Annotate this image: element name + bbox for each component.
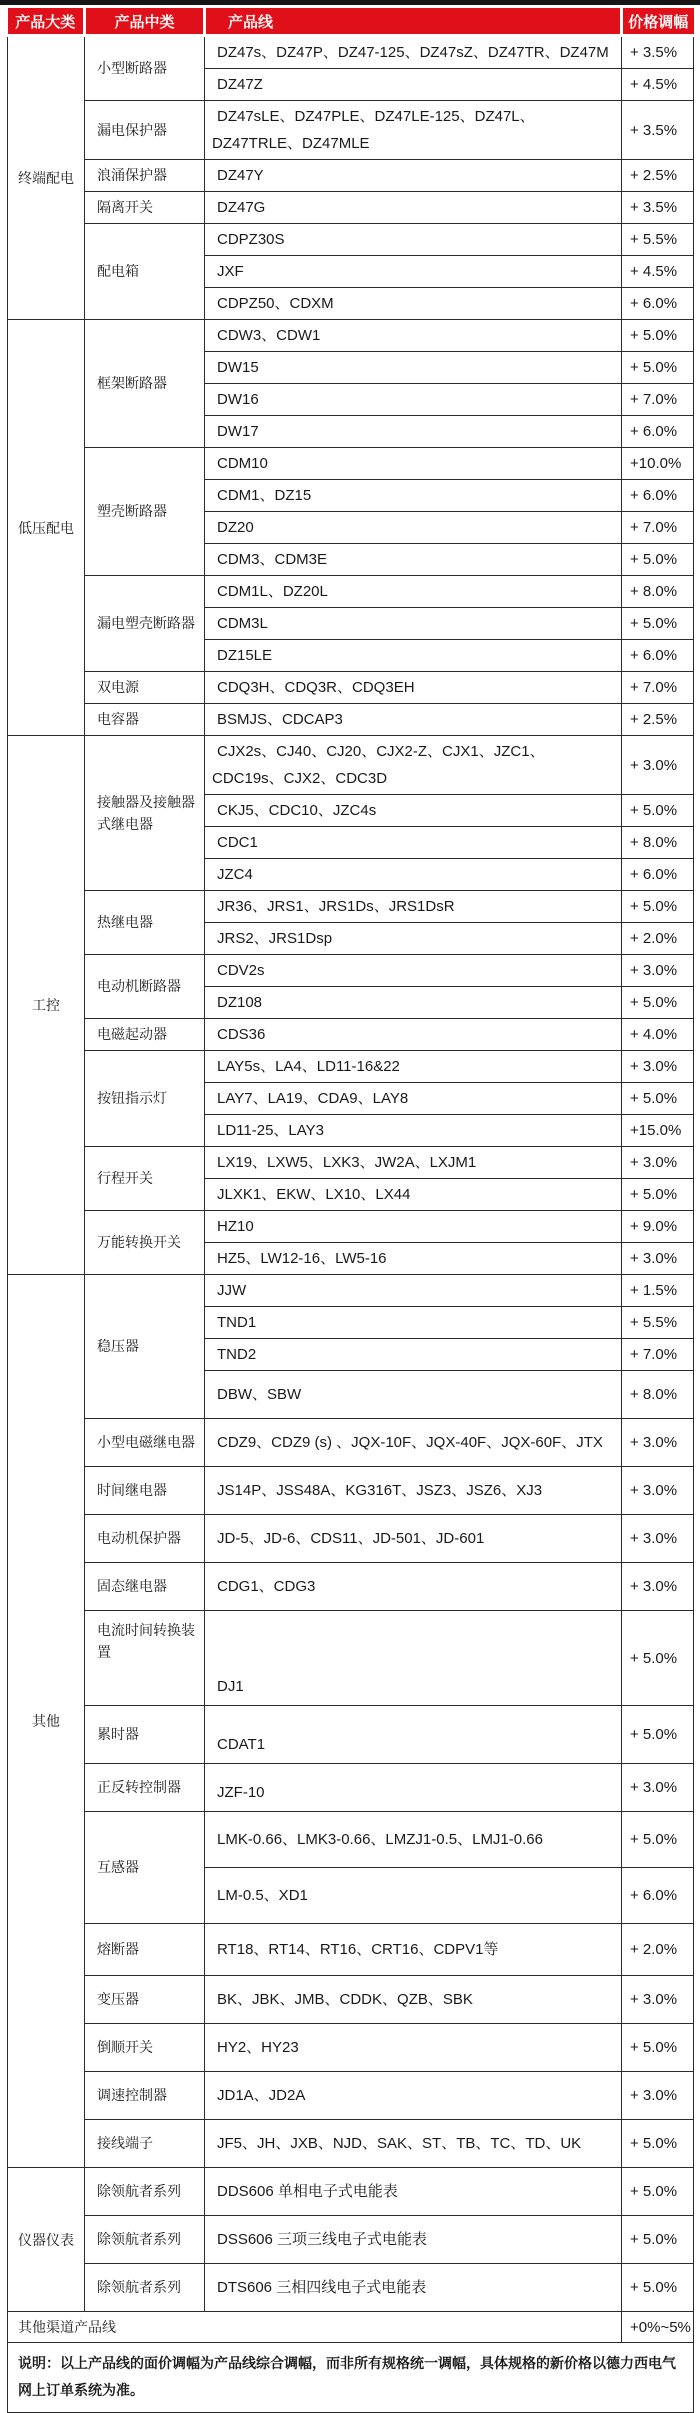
product-line-cell: HZ10: [205, 1211, 622, 1243]
adjustment-cell: + 5.0%: [622, 2216, 694, 2264]
product-line-cell: CDG1、CDG3: [205, 1563, 622, 1611]
adjustment-cell: + 2.5%: [622, 160, 694, 192]
mid-category-cell: 浪涌保护器: [85, 160, 205, 192]
header-row: [8, 8, 694, 36]
product-line-cell: BSMJS、CDCAP3: [205, 704, 622, 736]
product-line-cell: CDZ9、CDZ9 (s) 、JQX-10F、JQX-40F、JQX-60F、JTX: [205, 1419, 622, 1467]
category-cell: 低压配电: [8, 320, 85, 736]
category-cell: 仪器仪表: [8, 2168, 85, 2312]
mid-category-cell: 熔断器: [85, 1924, 205, 1976]
product-line-cell: DZ47Z: [205, 69, 622, 101]
adjustment-cell: + 3.0%: [622, 1051, 694, 1083]
product-line-cell: CDC1: [205, 827, 622, 859]
table-row: [8, 1924, 694, 1976]
product-line-cell: DZ15LE: [205, 640, 622, 672]
mid-category-cell: 正反转控制器: [85, 1764, 205, 1812]
table-row: [8, 1976, 694, 2024]
adjustment-cell: + 3.0%: [622, 1563, 694, 1611]
product-line-cell: JS14P、JSS48A、KG316T、JSZ3、JSZ6、XJ3: [205, 1467, 622, 1515]
adjustment-cell: + 6.0%: [622, 416, 694, 448]
adjustment-cell: +10.0%: [622, 448, 694, 480]
adjustment-cell: + 8.0%: [622, 576, 694, 608]
mid-category-cell: 万能转换开关: [85, 1211, 205, 1275]
adjustment-cell: + 3.0%: [622, 1515, 694, 1563]
adjustment-cell: + 5.0%: [622, 2168, 694, 2216]
product-line-cell: JXF: [205, 256, 622, 288]
adjustment-cell: + 3.0%: [622, 1147, 694, 1179]
mid-category-cell: 按钮指示灯: [85, 1051, 205, 1147]
table-row: [8, 955, 694, 987]
table-row: [8, 101, 694, 160]
adjustment-cell: + 5.0%: [622, 544, 694, 576]
table-row: [8, 2216, 694, 2264]
product-line-cell: CDS36: [205, 1019, 622, 1051]
adjustment-cell: + 6.0%: [622, 859, 694, 891]
top-divider: [0, 0, 700, 5]
table-row: [8, 1051, 694, 1083]
product-line-cell: LD11-25、LAY3: [205, 1115, 622, 1147]
table-row: [8, 1812, 694, 1868]
product-line-cell: DJ1: [205, 1611, 622, 1706]
adjustment-cell: + 3.0%: [622, 1467, 694, 1515]
mid-category-cell: 双电源: [85, 672, 205, 704]
adjustment-cell: + 1.5%: [622, 1275, 694, 1307]
mid-category-cell: 电动机保护器: [85, 1515, 205, 1563]
adjustment-cell: + 4.0%: [622, 1019, 694, 1051]
adjustment-cell: + 3.0%: [622, 955, 694, 987]
adjustment-cell: + 7.0%: [622, 672, 694, 704]
adjustment-cell: + 5.0%: [622, 1179, 694, 1211]
table-row: [8, 576, 694, 608]
product-line-cell: CDM1、DZ15: [205, 480, 622, 512]
adjustment-cell: + 3.0%: [622, 1764, 694, 1812]
adjustment-cell: + 3.5%: [622, 101, 694, 160]
mid-category-cell: 累时器: [85, 1706, 205, 1764]
other-channel-label: 其他渠道产品线: [8, 2312, 622, 2343]
other-channel-adjustment: +0%~5%: [622, 2312, 694, 2343]
product-line-cell: DSS606 三项三线电子式电能表: [205, 2216, 622, 2264]
adjustment-cell: + 8.0%: [622, 827, 694, 859]
product-line-cell: DZ20: [205, 512, 622, 544]
table-row: [8, 36, 694, 69]
price-adjustment-table: [7, 8, 694, 2413]
product-line-cell: JR36、JRS1、JRS1Ds、JRS1DsR: [205, 891, 622, 923]
mid-category-cell: 时间继电器: [85, 1467, 205, 1515]
mid-category-cell: 电容器: [85, 704, 205, 736]
adjustment-cell: + 4.5%: [622, 69, 694, 101]
mid-category-cell: 变压器: [85, 1976, 205, 2024]
mid-category-cell: 行程开关: [85, 1147, 205, 1211]
adjustment-cell: + 9.0%: [622, 1211, 694, 1243]
product-line-cell: TND2: [205, 1339, 622, 1371]
product-line-cell: JD1A、JD2A: [205, 2072, 622, 2120]
table-row: [8, 1275, 694, 1307]
table-row: [8, 736, 694, 795]
table-row: [8, 1467, 694, 1515]
product-line-cell: DW16: [205, 384, 622, 416]
adjustment-cell: + 3.5%: [622, 36, 694, 69]
adjustment-cell: + 2.0%: [622, 1924, 694, 1976]
table-row: [8, 891, 694, 923]
mid-category-cell: 除领航者系列: [85, 2216, 205, 2264]
adjustment-cell: + 5.0%: [622, 320, 694, 352]
adjustment-cell: + 5.0%: [622, 891, 694, 923]
adjustment-cell: + 3.0%: [622, 736, 694, 795]
table-row: [8, 2072, 694, 2120]
adjustment-cell: + 5.0%: [622, 352, 694, 384]
table-row: [8, 1706, 694, 1764]
other-channel-row: [8, 2312, 694, 2343]
product-line-cell: DBW、SBW: [205, 1371, 622, 1419]
table-row: [8, 320, 694, 352]
adjustment-cell: + 7.0%: [622, 512, 694, 544]
product-line-cell: HZ5、LW12-16、LW5-16: [205, 1243, 622, 1275]
product-line-cell: CKJ5、CDC10、JZC4s: [205, 795, 622, 827]
product-line-cell: CDV2s: [205, 955, 622, 987]
product-line-cell: DZ47s、DZ47P、DZ47-125、DZ47sZ、DZ47TR、DZ47M: [205, 36, 622, 69]
mid-category-cell: 固态继电器: [85, 1563, 205, 1611]
table-row: [8, 1764, 694, 1812]
product-line-cell: DZ47sLE、DZ47PLE、DZ47LE-125、DZ47L、DZ47TRLE、DZ47MLE: [205, 101, 622, 160]
product-line-cell: CDPZ50、CDXM: [205, 288, 622, 320]
table-row: [8, 1419, 694, 1467]
mid-category-cell: 隔离开关: [85, 192, 205, 224]
mid-category-cell: 漏电塑壳断路器: [85, 576, 205, 672]
adjustment-cell: + 6.0%: [622, 480, 694, 512]
mid-category-cell: 接触器及接触器式继电器: [85, 736, 205, 891]
adjustment-cell: + 5.0%: [622, 2024, 694, 2072]
adjustment-cell: + 3.5%: [622, 192, 694, 224]
product-line-cell: JRS2、JRS1Dsp: [205, 923, 622, 955]
table-body: [8, 36, 694, 2312]
table-row: [8, 1147, 694, 1179]
product-line-cell: JD-5、JD-6、CDS11、JD-501、JD-601: [205, 1515, 622, 1563]
product-line-cell: CJX2s、CJ40、CJ20、CJX2-Z、CJX1、JZC1、CDC19s、CJX2、CDC3D: [205, 736, 622, 795]
table-row: [8, 672, 694, 704]
mid-category-cell: 倒顺开关: [85, 2024, 205, 2072]
adjustment-cell: + 3.0%: [622, 1243, 694, 1275]
product-line-cell: DW17: [205, 416, 622, 448]
adjustment-cell: + 5.0%: [622, 1706, 694, 1764]
mid-category-cell: 小型电磁继电器: [85, 1419, 205, 1467]
product-line-cell: DW15: [205, 352, 622, 384]
product-line-cell: CDQ3H、CDQ3R、CDQ3EH: [205, 672, 622, 704]
mid-category-cell: 小型断路器: [85, 36, 205, 101]
note-row: [8, 2343, 694, 2413]
adjustment-cell: + 5.0%: [622, 987, 694, 1019]
adjustment-cell: + 5.0%: [622, 2264, 694, 2312]
product-line-cell: RT18、RT14、RT16、CRT16、CDPV1等: [205, 1924, 622, 1976]
adjustment-cell: + 2.0%: [622, 923, 694, 955]
table-row: [8, 2120, 694, 2168]
product-line-cell: DDS606 单相电子式电能表: [205, 2168, 622, 2216]
adjustment-cell: + 6.0%: [622, 1868, 694, 1924]
product-line-cell: LAY7、LA19、CDA9、LAY8: [205, 1083, 622, 1115]
mid-category-cell: 接线端子: [85, 2120, 205, 2168]
category-cell: 终端配电: [8, 36, 85, 320]
table-row: [8, 160, 694, 192]
mid-category-cell: 热继电器: [85, 891, 205, 955]
adjustment-cell: + 5.0%: [622, 795, 694, 827]
product-line-cell: CDM3、CDM3E: [205, 544, 622, 576]
mid-category-cell: 互感器: [85, 1812, 205, 1924]
product-line-cell: HY2、HY23: [205, 2024, 622, 2072]
adjustment-cell: + 5.0%: [622, 1812, 694, 1868]
product-line-cell: CDM3L: [205, 608, 622, 640]
table-row: [8, 1611, 694, 1706]
product-line-cell: LX19、LXW5、LXK3、JW2A、LXJM1: [205, 1147, 622, 1179]
adjustment-cell: + 4.5%: [622, 256, 694, 288]
product-line-cell: DTS606 三相四线电子式电能表: [205, 2264, 622, 2312]
product-line-cell: TND1: [205, 1307, 622, 1339]
adjustment-cell: + 5.0%: [622, 1611, 694, 1706]
table-row: [8, 2168, 694, 2216]
adjustment-cell: + 7.0%: [622, 1339, 694, 1371]
col-header-midcategory: 产品中类: [85, 8, 205, 36]
mid-category-cell: 稳压器: [85, 1275, 205, 1419]
mid-category-cell: 电流时间转换装置: [85, 1611, 205, 1706]
product-line-cell: CDM10: [205, 448, 622, 480]
adjustment-cell: + 5.0%: [622, 2120, 694, 2168]
product-line-cell: CDW3、CDW1: [205, 320, 622, 352]
product-line-cell: LMK-0.66、LMK3-0.66、LMZJ1-0.5、LMJ1-0.66: [205, 1812, 622, 1868]
product-line-cell: DZ108: [205, 987, 622, 1019]
note-text: 说明：以上产品线的面价调幅为产品线综合调幅，而非所有规格统一调幅，具体规格的新价格以德力西电气网上订单系统为准。: [8, 2343, 694, 2413]
adjustment-cell: + 5.5%: [622, 224, 694, 256]
adjustment-cell: + 2.5%: [622, 704, 694, 736]
table-row: [8, 1515, 694, 1563]
mid-category-cell: 框架断路器: [85, 320, 205, 448]
table-row: [8, 192, 694, 224]
mid-category-cell: 除领航者系列: [85, 2264, 205, 2312]
table-row: [8, 1019, 694, 1051]
product-line-cell: DZ47Y: [205, 160, 622, 192]
adjustment-cell: + 5.0%: [622, 1083, 694, 1115]
category-cell: 其他: [8, 1275, 85, 2168]
table-row: [8, 2024, 694, 2072]
mid-category-cell: 电动机断路器: [85, 955, 205, 1019]
adjustment-cell: + 5.5%: [622, 1307, 694, 1339]
mid-category-cell: 电磁起动器: [85, 1019, 205, 1051]
adjustment-cell: +15.0%: [622, 1115, 694, 1147]
product-line-cell: LAY5s、LA4、LD11-16&22: [205, 1051, 622, 1083]
table-row: [8, 704, 694, 736]
category-cell: 工控: [8, 736, 85, 1275]
table-row: [8, 224, 694, 256]
table-row: [8, 1211, 694, 1243]
adjustment-cell: + 3.0%: [622, 1419, 694, 1467]
adjustment-cell: + 7.0%: [622, 384, 694, 416]
product-line-cell: BK、JBK、JMB、CDDK、QZB、SBK: [205, 1976, 622, 2024]
product-line-cell: CDAT1: [205, 1706, 622, 1764]
col-header-category: 产品大类: [8, 8, 85, 36]
product-line-cell: JZC4: [205, 859, 622, 891]
table-row: [8, 1563, 694, 1611]
product-line-cell: JLXK1、EKW、LX10、LX44: [205, 1179, 622, 1211]
table-row: [8, 2264, 694, 2312]
mid-category-cell: 除领航者系列: [85, 2168, 205, 2216]
mid-category-cell: 漏电保护器: [85, 101, 205, 160]
mid-category-cell: 配电箱: [85, 224, 205, 320]
adjustment-cell: + 5.0%: [622, 608, 694, 640]
product-line-cell: CDPZ30S: [205, 224, 622, 256]
adjustment-cell: + 3.0%: [622, 1976, 694, 2024]
product-line-cell: DZ47G: [205, 192, 622, 224]
table-row: [8, 448, 694, 480]
product-line-cell: JZF-10: [205, 1764, 622, 1812]
adjustment-cell: + 8.0%: [622, 1371, 694, 1419]
product-line-cell: CDM1L、DZ20L: [205, 576, 622, 608]
adjustment-cell: + 6.0%: [622, 640, 694, 672]
col-header-productline: 产品线: [205, 8, 622, 36]
product-line-cell: JF5、JH、JXB、NJD、SAK、ST、TB、TC、TD、UK: [205, 2120, 622, 2168]
mid-category-cell: 调速控制器: [85, 2072, 205, 2120]
product-line-cell: JJW: [205, 1275, 622, 1307]
col-header-adjustment: 价格调幅: [622, 8, 694, 36]
product-line-cell: LM-0.5、XD1: [205, 1868, 622, 1924]
adjustment-cell: + 3.0%: [622, 2072, 694, 2120]
mid-category-cell: 塑壳断路器: [85, 448, 205, 576]
adjustment-cell: + 6.0%: [622, 288, 694, 320]
